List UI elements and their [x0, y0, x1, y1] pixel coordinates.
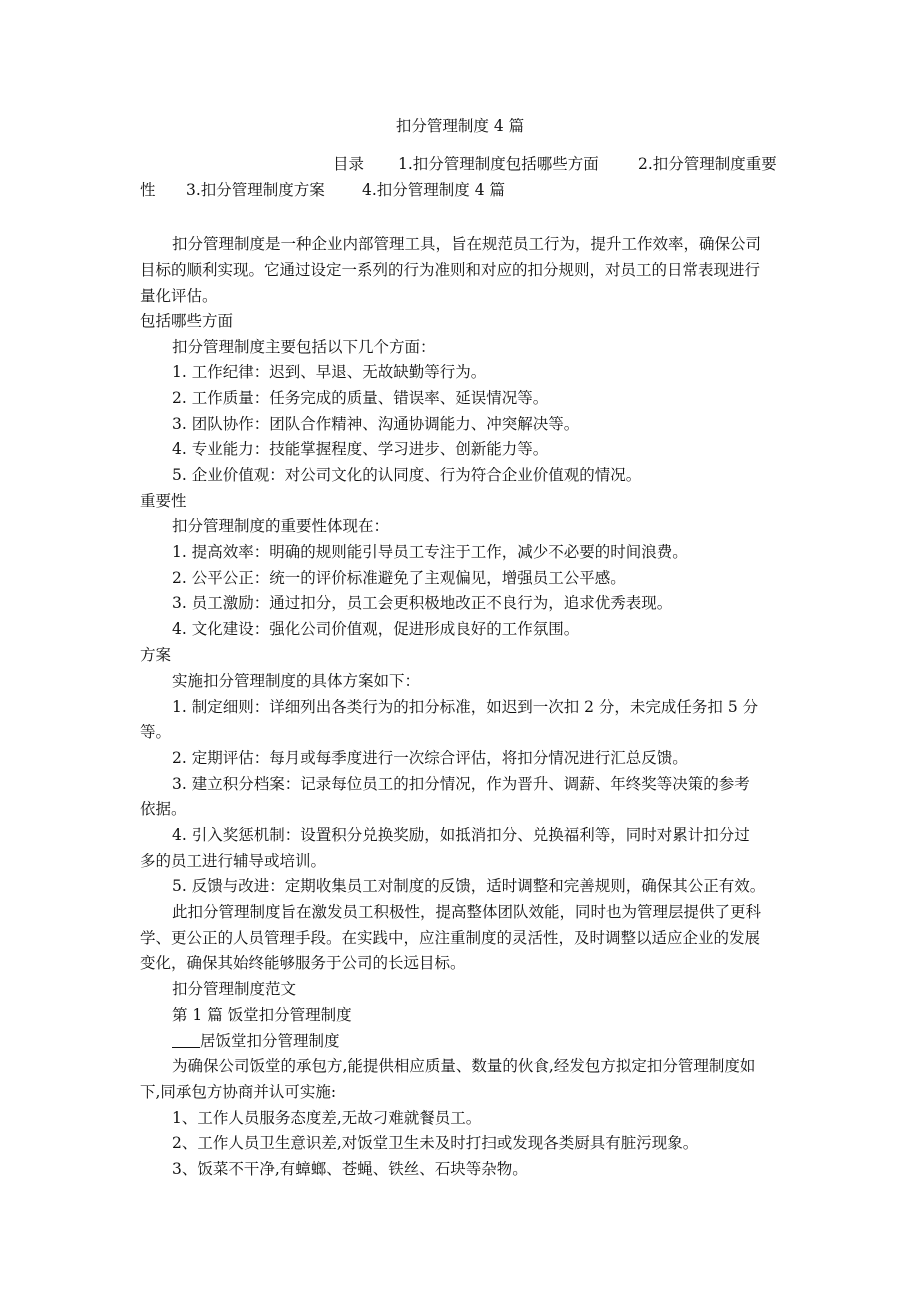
intro-line: 扣分管理制度是一种企业内部管理工具，旨在规范员工行为，提升工作效率，确保公司 — [172, 235, 762, 253]
plan-line: 多的员工进行辅导或培训。 — [140, 852, 327, 870]
plan-lead: 实施扣分管理制度的具体方案如下： — [172, 672, 421, 690]
aspects-lead: 扣分管理制度主要包括以下几个方面： — [172, 338, 436, 356]
toc-item-2-cont[interactable]: 性 — [140, 181, 156, 199]
list-item: 3. 员工激励：通过扣分，员工会更积极地改正不良行为，追求优秀表现。 — [172, 594, 673, 612]
conclusion-line: 此扣分管理制度旨在激发员工积极性，提高整体团队效能，同时也为管理层提供了更科 — [172, 903, 762, 921]
section-heading-aspects: 包括哪些方面 — [140, 312, 234, 330]
plan-line: 1. 制定细则：详细列出各类行为的扣分标准，如迟到一次扣 2 分，未完成任务扣 5 分 — [172, 698, 759, 716]
sample-body-line: 1、工作人员服务态度差,无故刁难就餐员工。 — [172, 1109, 482, 1127]
conclusion-line: 变化，确保其始终能够服务于公司的长远目标。 — [140, 954, 466, 972]
intro-line: 量化评估。 — [140, 287, 218, 305]
intro-line: 目标的顺利实现。它通过设定一系列的行为准则和对应的扣分规则，对员工的日常表现进行 — [140, 261, 761, 279]
list-item: 2. 公平公正：统一的评价标准避免了主观偏见，增强员工公平感。 — [172, 569, 626, 587]
sample-body-line: 下,同承包方协商并认可实施: — [140, 1083, 337, 1101]
sample-subtitle — [172, 1031, 340, 1051]
list-item: 2. 工作质量：任务完成的质量、错误率、延误情况等。 — [172, 389, 549, 407]
document-title: 扣分管理制度 4 篇 — [395, 117, 525, 135]
sample-body-line: 为确保公司饭堂的承包方,能提供相应质量、数量的伙食,经发包方拟定扣分管理制度如 — [172, 1057, 756, 1075]
sample-heading: 扣分管理制度范文 — [172, 980, 297, 998]
sample-subtitle-text: 居饭堂扣分管理制度 — [200, 1032, 340, 1050]
sample-body-line: 3、饭菜不干净,有蟑螂、苍蝇、铁丝、石块等杂物。 — [172, 1160, 528, 1178]
toc-item-1[interactable]: 1.扣分管理制度包括哪些方面 — [398, 155, 599, 173]
list-item: 5. 企业价值观：对公司文化的认同度、行为符合企业价值观的情况。 — [172, 466, 642, 484]
plan-line: 5. 反馈与改进：定期收集员工对制度的反馈，适时调整和完善规则，确保其公正有效。 — [172, 877, 766, 895]
section-heading-importance: 重要性 — [140, 492, 187, 510]
list-item: 1. 提高效率：明确的规则能引导员工专注于工作，减少不必要的时间浪费。 — [172, 543, 688, 561]
list-item: 1. 工作纪律：迟到、早退、无故缺勤等行为。 — [172, 363, 487, 381]
toc-label: 目录 — [333, 155, 365, 173]
importance-lead: 扣分管理制度的重要性体现在： — [172, 517, 390, 535]
plan-line: 3. 建立积分档案：记录每位员工的扣分情况，作为晋升、调薪、年终奖等决策的参考 — [172, 775, 750, 793]
conclusion-line: 学、更公正的人员管理手段。在实践中，应注重制度的灵活性，及时调整以适应企业的发展 — [140, 929, 761, 947]
list-item: 4. 文化建设：强化公司价值观，促进形成良好的工作氛围。 — [172, 620, 580, 638]
fill-in-blank — [172, 1033, 200, 1048]
plan-line: 等。 — [140, 723, 172, 741]
plan-line: 2. 定期评估：每月或每季度进行一次综合评估，将扣分情况进行汇总反馈。 — [172, 749, 688, 767]
plan-line: 依据。 — [140, 800, 187, 818]
chapter-title: 第 1 篇 饭堂扣分管理制度 — [172, 1006, 352, 1024]
list-item: 4. 专业能力：技能掌握程度、学习进步、创新能力等。 — [172, 440, 549, 458]
toc-item-2[interactable]: 2.扣分管理制度重要 — [638, 155, 777, 173]
list-item: 3. 团队协作：团队合作精神、沟通协调能力、冲突解决等。 — [172, 415, 580, 433]
section-heading-plan: 方案 — [140, 646, 172, 664]
toc-item-3[interactable]: 3.扣分管理制度方案 — [186, 181, 325, 199]
plan-line: 4. 引入奖惩机制：设置积分兑换奖励，如抵消扣分、兑换福利等，同时对累计扣分过 — [172, 826, 750, 844]
sample-body-line: 2、工作人员卫生意识差,对饭堂卫生未及时打扫或发现各类厨具有脏污现象。 — [172, 1134, 699, 1152]
toc-item-4[interactable]: 4.扣分管理制度 4 篇 — [362, 181, 506, 199]
